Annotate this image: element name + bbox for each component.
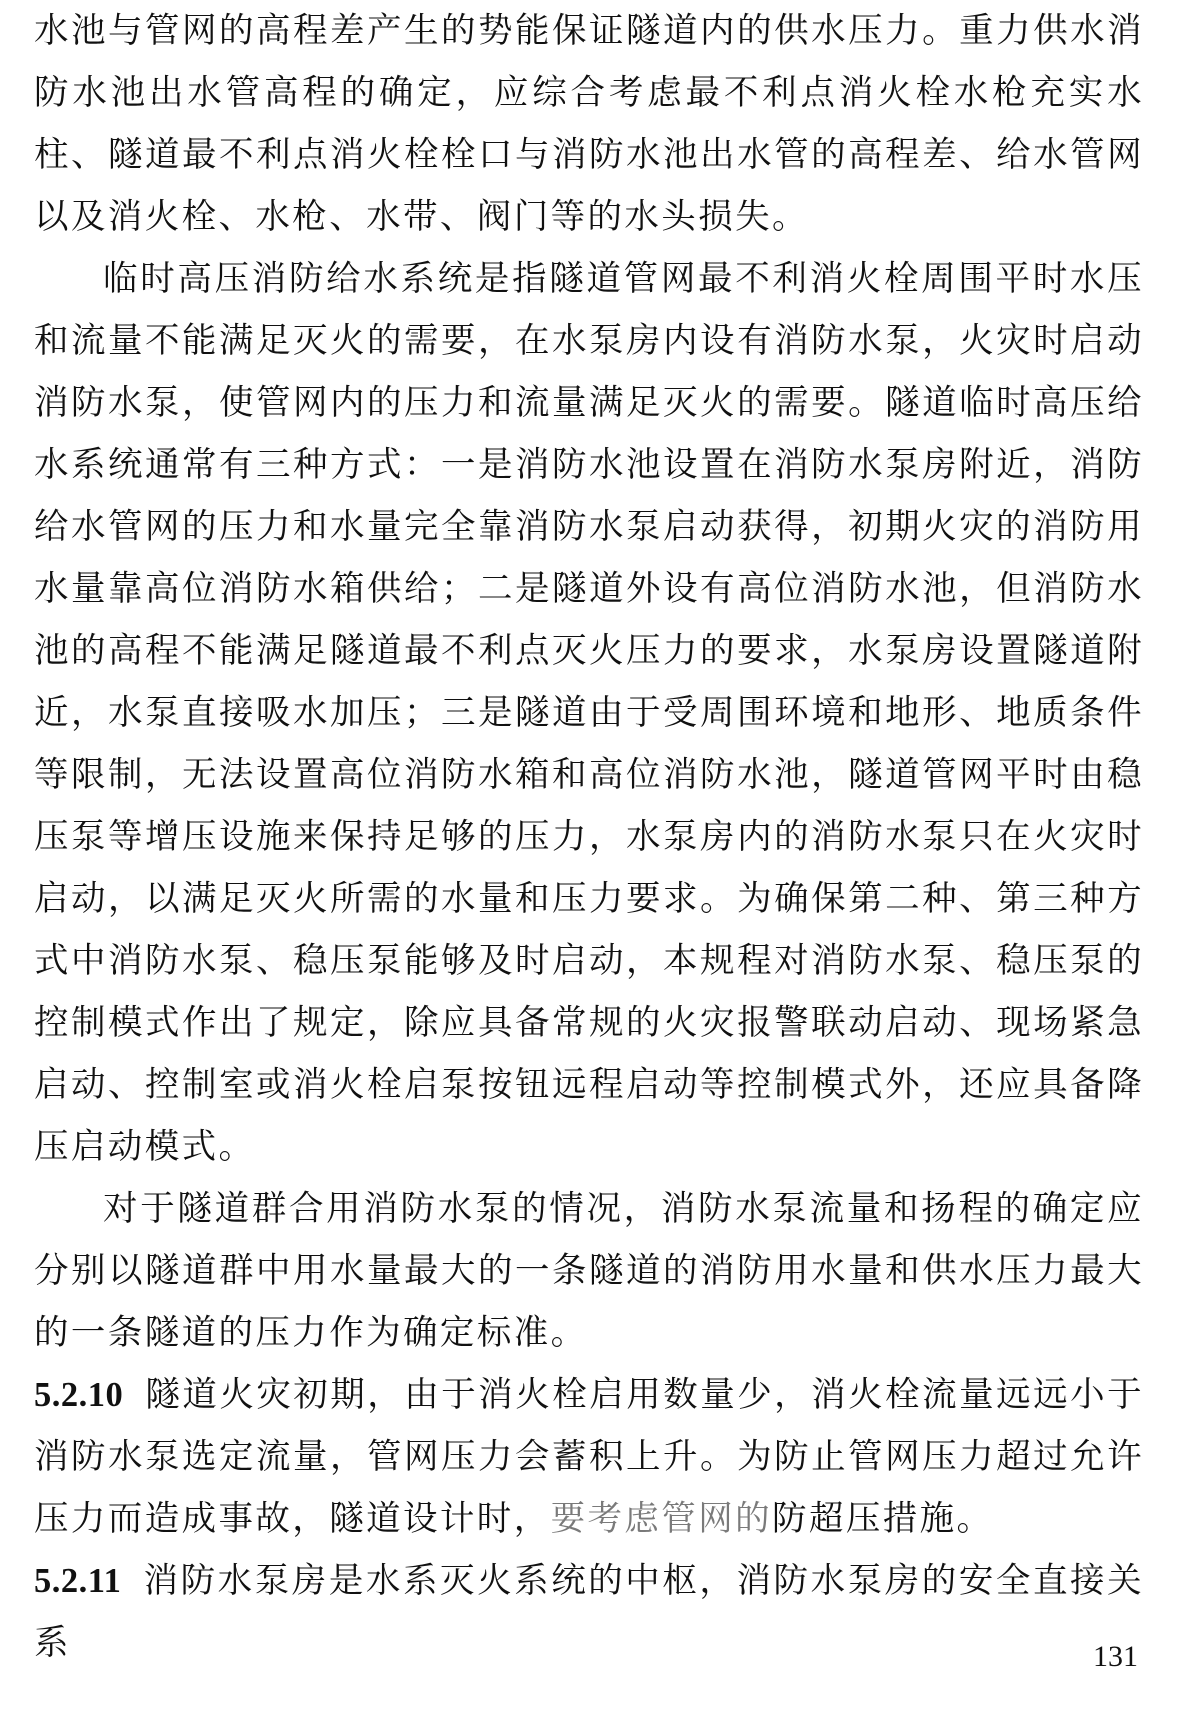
paragraph-tunnel-group-pumps: 对于隧道群合用消防水泵的情况，消防水泵流量和扬程的确定应分别以隧道群中用水量最大的一条隧道的消防用水量和供水压力最大的一条隧道的压力作为确定标准。	[34, 1189, 1144, 1353]
clause-text: 隧道火灾初期，由于消火栓启用数量少，消火栓流量远远小于消防水泵选定流量，管网压力会蓄积上升。为防止管网压力超过允许压力而造成事故，隧道设计时，	[34, 1375, 1144, 1539]
clause-number: 5.2.10	[34, 1376, 124, 1414]
paragraph-water-tank-elevation: 水池与管网的高程差产生的势能保证隧道内的供水压力。重力供水消防水池出水管高程的确定，应综合考虑最不利点消火栓水枪充实水柱、隧道最不利点消火栓栓口与消防水池出水管的高程差、给水管网以及消火栓、水枪、水带、阀门等的水头损失。	[34, 11, 1144, 237]
paragraph-temporary-high-pressure-system: 临时高压消防给水系统是指隧道管网最不利消火栓周围平时水压和流量不能满足灭火的需要，在水泵房内设有消防水泵，火灾时启动消防水泵，使管网内的压力和流量满足灭火的需要。隧道临时高压给水系统通常有三种方式：一是消防水池设置在消防水泵房附近，消防给水管网的压力和水量完全靠消防水泵启动获得，初期火灾的消防用水量靠高位消防水箱供给；二是隧道外设有高位消防水池，但消防水池的高程不能满足隧道最不利点灭火压力的要求，水泵房设置隧道附近，水泵直接吸水加压；三是隧道由于受周围环境和地形、地质条件等限制，无法设置高位消防水箱和高位消防水池，隧道管网平时由稳压泵等增压设施来保持足够的压力，水泵房内的消防水泵只在火灾时启动，以满足灭火所需的水量和压力要求。为确保第二种、第三种方式中消防水泵、稳压泵能够及时启动，本规程对消防水泵、稳压泵的控制模式作出了规定，除应具备常规的火灾报警联动启动、现场紧急启动、控制室或消火栓启泵按钮远程启动等控制模式外，还应具备降压启动模式。	[34, 259, 1144, 1167]
page-number: 131	[1093, 1640, 1138, 1673]
clause-5-2-10	[34, 1364, 1144, 1550]
clause-text-end: 防超压措施。	[772, 1499, 994, 1539]
clause-text-faded: 要考虑管网的	[550, 1499, 773, 1539]
clause-number: 5.2.11	[34, 1562, 122, 1600]
clause-5-2-11	[34, 1550, 1144, 1674]
document-page	[34, 0, 1144, 1674]
clause-text: 消防水泵房是水系灭火系统的中枢，消防水泵房的安全直接关系	[34, 1561, 1144, 1663]
